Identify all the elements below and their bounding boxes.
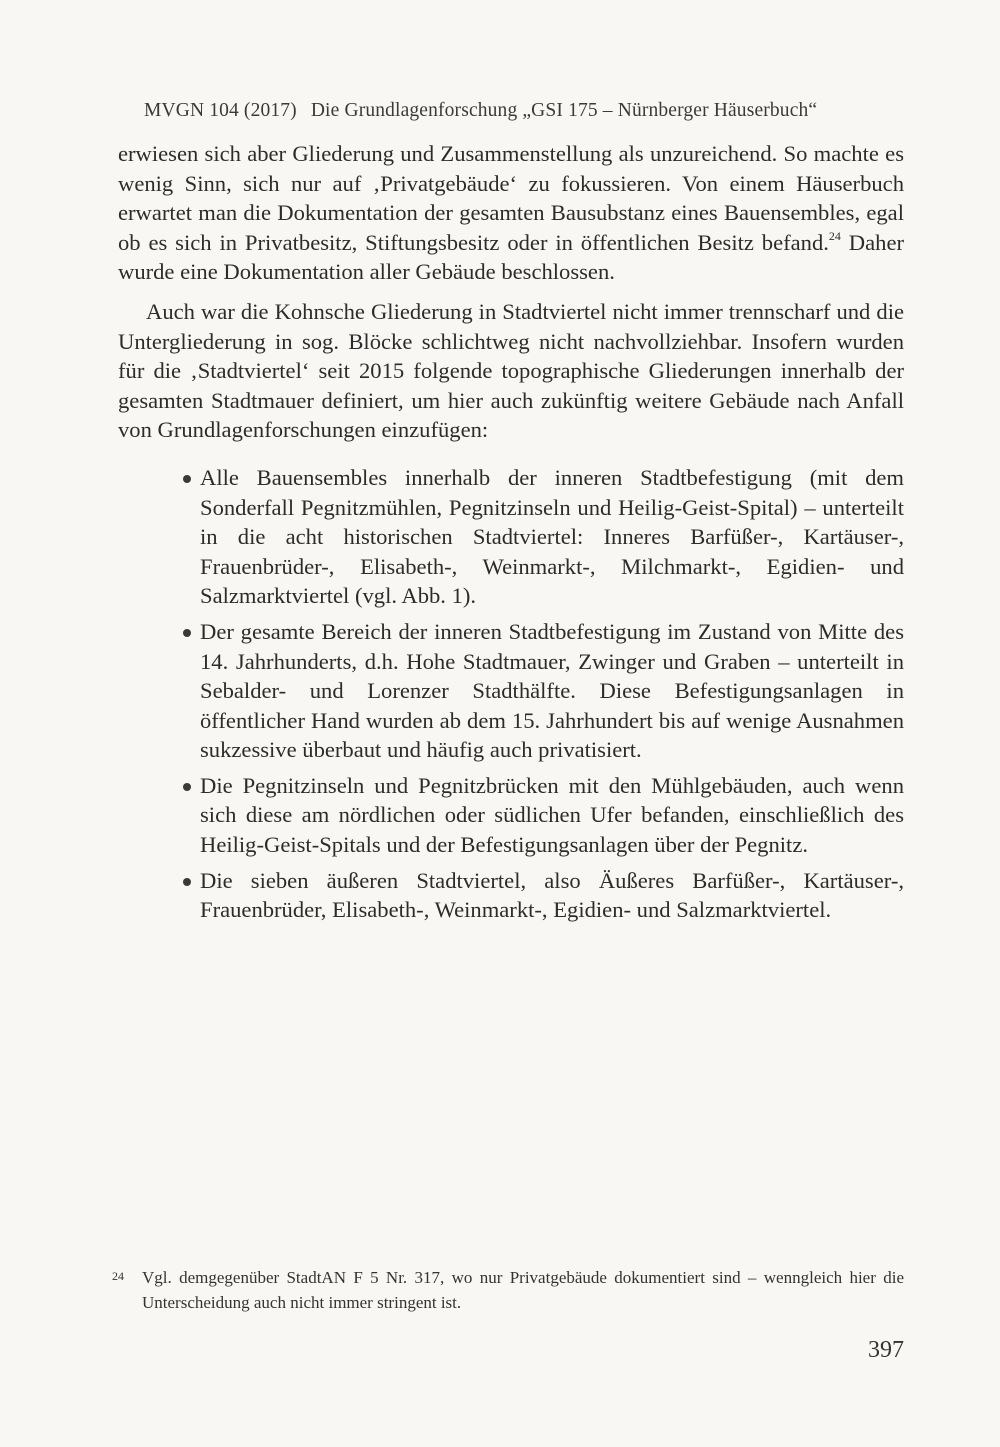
bullet-list [118, 463, 904, 925]
bullet-icon [183, 475, 191, 483]
list-item: Die sieben äußeren Stadtviertel, also Äußeres Barfüßer-, Kartäuser-, Frauenbrüder, Elisabeth-, Weinmarkt-, Egidien- und Salzmarktviertel. [200, 866, 904, 925]
list-item: Der gesamte Bereich der inneren Stadtbefestigung im Zustand von Mitte des 14. Jahrhunderts, d.h. Hohe Stadtmauer, Zwinger und Graben – unterteilt in Sebalder- und Lorenzer Stadthälfte. Diese Befestigungsanlagen in öffentlicher Hand wurden ab dem 15. Jahrhundert bis auf wenige Ausnahmen sukzessive überbaut und häufig auch privatisiert. [200, 617, 904, 765]
journal-citation: MVGN 104 (2017) [144, 100, 297, 121]
body-text [118, 139, 904, 931]
bullet-icon [183, 878, 191, 886]
paragraph-1: erwiesen sich aber Gliederung und Zusammenstellung als unzureichend. So machte es wenig Sinn, sich nur auf ‚Privatgebäude‘ zu fokussieren. Von einem Häuserbuch erwartet man die Dokumentation der gesamten Bausubstanz eines Bauensembles, egal ob es sich in Privatbesitz, Stiftungsbesitz oder in öffentlichen Besitz befand.$^{24}$ Daher wurde eine Dokumentation aller Gebäude beschlossen. [118, 141, 905, 285]
page-number: 397 [868, 1337, 904, 1363]
list-item: Die Pegnitzinseln und Pegnitzbrücken mit den Mühlgebäuden, auch wenn sich diese am nördlichen oder südlichen Ufer befanden, einschließlich des Heilig-Geist-Spitals und der Befestigungsanlagen über der Pegnitz. [200, 771, 904, 860]
footnote-reference[interactable]: 24 [828, 229, 841, 244]
footnote-number: 24 [112, 1269, 124, 1283]
footnote [112, 1266, 904, 1315]
footnote-text: Vgl. demgegenüber StadtAN F 5 Nr. 317, wo nur Privatgebäude dokumentiert sind – wenngleich hier die Unterscheidung auch nicht immer stringent ist. [142, 1268, 904, 1312]
running-header [144, 100, 904, 122]
list-item: Alle Bauensembles innerhalb der inneren Stadtbefestigung (mit dem Sonderfall Pegnitzmühlen, Pegnitzinseln und Heilig-Geist-Spital) – unterteilt in die acht historischen Stadtviertel: Inneres Barfüßer-, Kartäuser-, Frauenbrüder-, Elisabeth-, Weinmarkt-, Milchmarkt-, Egidien- und Salzmarktviertel (vgl. Abb. 1). [200, 463, 904, 611]
bullet-icon [183, 629, 191, 637]
bullet-icon [183, 783, 191, 791]
article-title: Die Grundlagenforschung „GSI 175 – Nürnberger Häuserbuch“ [310, 100, 818, 121]
paragraph-2: Auch war die Kohnsche Gliederung in Stadtviertel nicht immer trennscharf und die Untergliederung in sog. Blöcke schlichtweg nicht nachvollziehbar. Insofern wurden für die ‚Stadtviertel‘ seit 2015 folgende topographische Gliederungen innerhalb der gesamten Stadtmauer definiert, um hier auch zukünftig weitere Gebäude nach Anfall von Grundlagenforschungen einzufügen: [118, 298, 904, 443]
